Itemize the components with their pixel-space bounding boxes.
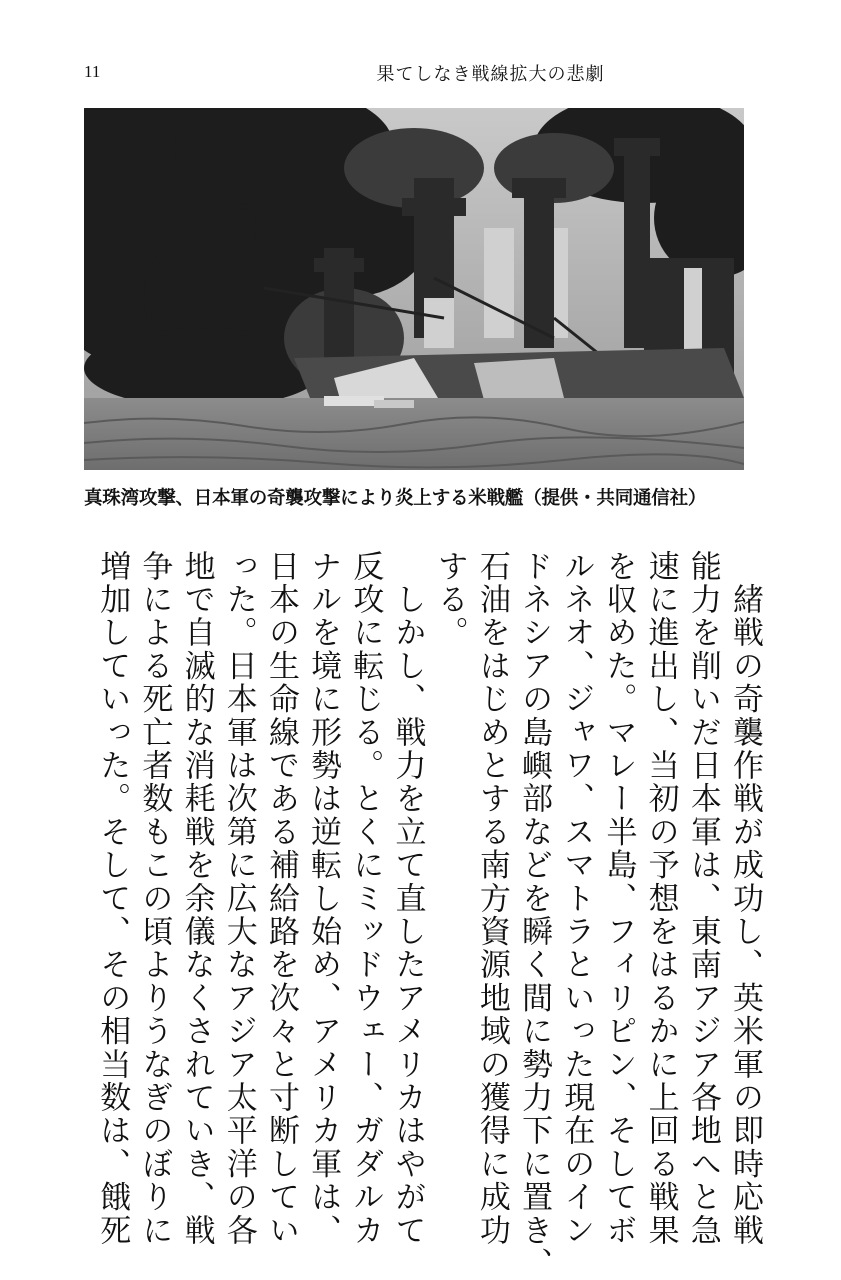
text-column: 能力を削いだ日本軍は、東南アジア各地へと急 bbox=[684, 550, 721, 1248]
page-number: 11 bbox=[84, 62, 101, 81]
text-column: 緒戦の奇襲作戦が成功し、英米軍の即時応戦 bbox=[727, 550, 763, 1248]
text-column: 石油をはじめとする南方資源地域の獲得に成功 bbox=[473, 550, 510, 1248]
text-column: 反攻に転じる。とくにミッドウェー、ガダルカ bbox=[347, 550, 384, 1248]
text-column: 速に進出し、当初の予想をはるかに上回る戦果 bbox=[642, 550, 679, 1248]
text-column: 地で自滅的な消耗戦を余儀なくされていき、戦 bbox=[178, 550, 215, 1248]
text-column: 増加していった。そして、その相当数は、餓死 bbox=[94, 550, 131, 1248]
text-column: った。日本軍は次第に広大なアジア太平洋の各 bbox=[220, 550, 257, 1248]
text-column: を収めた。マレー半島、フィリピン、そしてボ bbox=[600, 550, 637, 1248]
text-column: ドネシアの島嶼部などを瞬く間に勢力下に置き、 bbox=[516, 550, 553, 1280]
body-text bbox=[70, 550, 763, 1280]
text-column: 日本の生命線である補給路を次々と寸断してい bbox=[262, 550, 299, 1248]
running-title: 果てしなき戦線拡大の悲劇 bbox=[376, 64, 605, 85]
text-column: しかし、戦力を立て直したアメリカはやがて bbox=[389, 550, 426, 1248]
text-column: する。 bbox=[431, 550, 468, 650]
photo-caption: 真珠湾攻撃、日本軍の奇襲攻撃により炎上する米戦艦（提供・共同通信社） bbox=[84, 488, 707, 509]
text-column: ナルを境に形勢は逆転し始め、アメリカ軍は、 bbox=[305, 550, 342, 1248]
text-column: ルネオ、ジャワ、スマトラといった現在のイン bbox=[558, 550, 595, 1248]
pearl-harbor-photo bbox=[84, 108, 744, 470]
text-column: 争による死亡者数もこの頃よりうなぎのぼりに bbox=[136, 550, 173, 1248]
